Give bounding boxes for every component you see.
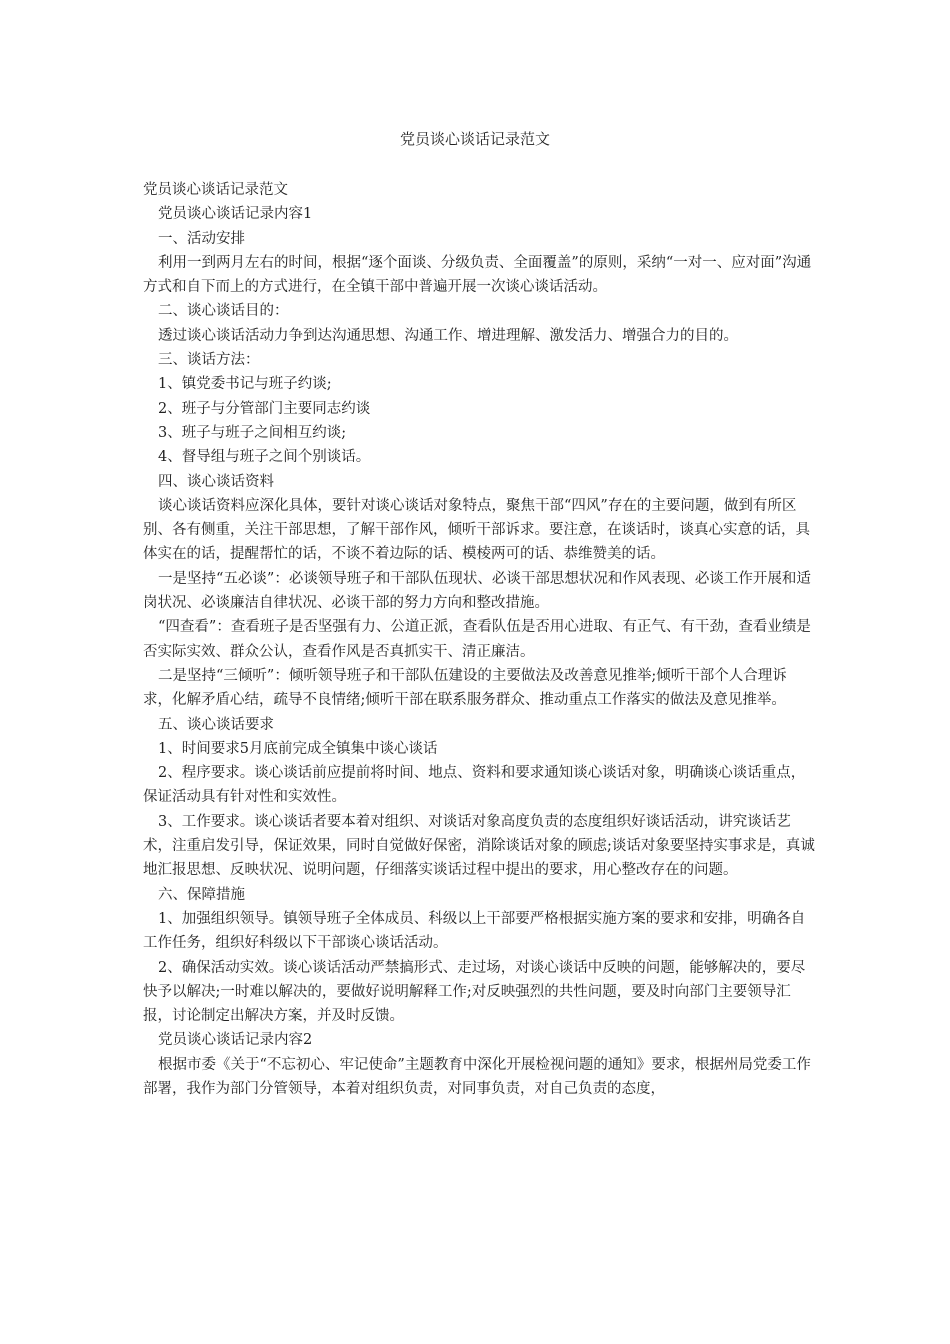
list-item: 2、班子与分管部门主要同志约谈: [158, 400, 371, 417]
list-item: 3、班子与班子之间相互约谈;: [158, 424, 347, 441]
paragraph: 二是坚持“三倾听”：倾听领导班子和干部队伍建设的主要做法及改善意见推举;倾听干部个人合理诉求，化解矛盾心结，疏导不良情绪;倾听干部在联系服务群众、推动重点工作落实的做法及意见推举。: [143, 667, 787, 709]
paragraph: “四查看”：查看班子是否坚强有力、公道正派，查看队伍是否用心进取、有正气、有干劲，查看业绩是否实际实效、群众公认，查看作风是否真抓实干、清正廉洁。: [143, 619, 811, 660]
paragraph: 透过谈心谈话活动力争到达沟通思想、沟通工作、增进理解、激发活力、增强合力的目的。: [158, 327, 738, 344]
list-item: 3、工作要求。谈心谈话者要本着对组织、对谈话对象高度负责的态度组织好谈话活动，讲究谈话艺术，注重启发引导，保证效果，同时自觉做好保密，消除谈话对象的顾虑;谈话对象要坚持实事求是，真诚地汇报思想、反映状况、说明问题，仔细落实谈话过程中提出的要求，用心整改存在的问题。: [143, 813, 815, 879]
section-heading: 六、保障措施: [158, 886, 245, 903]
section-heading: 一、活动安排: [158, 230, 245, 247]
document-title: 党员谈心谈话记录范文: [399, 130, 550, 148]
section-heading: 党员谈心谈话记录内容1: [158, 206, 313, 223]
list-item: 1、时间要求5月底前完成全镇集中谈心谈话: [158, 740, 438, 757]
paragraph: 一是坚持“五必谈”：必谈领导班子和干部队伍现状、必谈干部思想状况和作风表现、必谈工作开展和适岗状况、必谈廉洁自律状况、必谈干部的努力方向和整改措施。: [143, 570, 811, 612]
paragraph: 谈心谈话资料应深化具体，要针对谈心谈话对象特点，聚焦干部“四风”存在的主要问题，做到有所区别、各有侧重，关注干部思想，了解干部作风，倾听干部诉求。要注意，在谈话时，谈真心实意的话，具体实在的话，提醒帮忙的话，不谈不着边际的话、模棱两可的话、恭维赞美的话。: [143, 497, 810, 563]
list-item: 1、镇党委书记与班子约谈;: [158, 376, 332, 393]
body-heading: 党员谈心谈话记录范文: [143, 182, 288, 198]
section-heading: 党员谈心谈话记录内容2: [158, 1032, 313, 1049]
list-item: 4、督导组与班子之间个别谈话。: [158, 449, 371, 466]
list-item: 2、确保活动实效。谈心谈话活动严禁搞形式、走过场，对谈心谈话中反映的问题，能够解决的，要尽快予以解决;一时难以解决的，要做好说明解释工作;对反映强烈的共性问题，要及时向部门主要领导汇报，讨论制定出解决方案，并及时反馈。: [143, 959, 806, 1025]
list-item: 2、程序要求。谈心谈话前应提前将时间、地点、资料和要求通知谈心谈话对象，明确谈心谈话重点，保证活动具有针对性和实效性。: [143, 765, 806, 806]
document-body: [143, 178, 815, 1101]
paragraph: 根据市委《关于“不忘初心、牢记使命”主题教育中深化开展检视问题的通知》要求，根据州局党委工作部署，我作为部门分管领导，本着对组织负责，对同事负责，对自己负责的态度，: [143, 1056, 811, 1097]
list-item: 1、加强组织领导。镇领导班子全体成员、科级以上干部要严格根据实施方案的要求和安排，明确各自工作任务，组织好科级以下干部谈心谈话活动。: [143, 910, 806, 952]
section-heading: 四、谈心谈话资料: [158, 473, 274, 490]
section-heading: 二、谈心谈话目的：: [158, 303, 289, 320]
paragraph: 利用一到两月左右的时间，根据“逐个面谈、分级负责、全面覆盖”的原则，采纳“一对一、应对面”沟通方式和自下而上的方式进行，在全镇干部中普遍开展一次谈心谈话活动。: [143, 254, 812, 296]
section-heading: 三、谈话方法：: [158, 352, 260, 369]
section-heading: 五、谈心谈话要求: [158, 716, 274, 733]
